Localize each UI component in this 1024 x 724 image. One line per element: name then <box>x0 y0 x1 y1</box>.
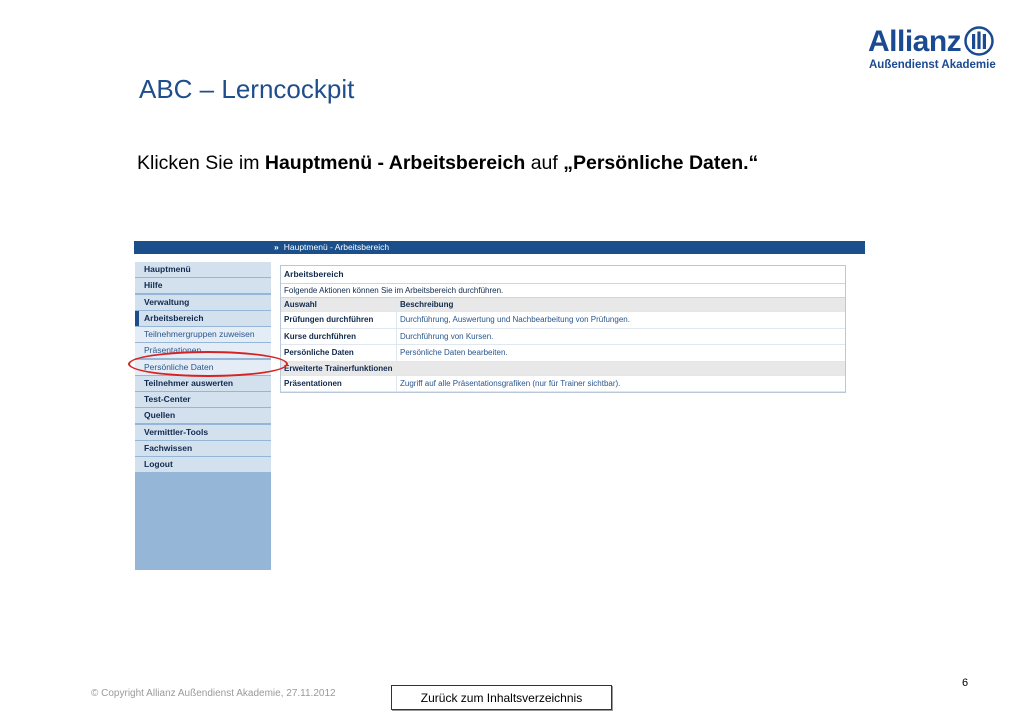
row-auswahl-link[interactable]: Persönliche Daten <box>281 345 397 361</box>
allianz-logo <box>868 26 1008 76</box>
instruction-text <box>137 152 758 175</box>
slide-title: ABC – Lerncockpit <box>139 74 355 104</box>
app-screenshot <box>134 241 865 571</box>
sidebar-item[interactable]: Verwaltung <box>135 295 271 310</box>
table-body <box>281 312 845 362</box>
back-to-contents-button[interactable]: Zurück zum Inhaltsverzeichnis <box>391 685 612 710</box>
sidebar-item[interactable]: Logout <box>135 457 271 472</box>
app-header-bar <box>134 241 865 254</box>
sidebar-item[interactable]: Präsentationen <box>135 343 271 358</box>
panel-description: Folgende Aktionen können Sie im Arbeitsbereich durchführen. <box>281 284 845 298</box>
sidebar-item[interactable]: Fachwissen <box>135 441 271 456</box>
row-auswahl-link[interactable]: Präsentationen <box>281 376 397 392</box>
instruction-menu-path: Hauptmenü - Arbeitsbereich <box>264 152 526 174</box>
page-number: 6 <box>962 677 969 689</box>
instruction-part: Klicken Sie im <box>137 152 265 174</box>
row-auswahl-link[interactable]: Kurse durchführen <box>281 329 397 345</box>
breadcrumb <box>274 241 389 254</box>
sidebar-item[interactable]: Teilnehmergruppen zuweisen <box>135 327 271 342</box>
instruction-part: auf <box>525 152 564 174</box>
breadcrumb-text: Hauptmenü - Arbeitsbereich <box>283 242 390 252</box>
section-body <box>281 376 845 393</box>
sidebar-item[interactable]: Persönliche Daten <box>135 360 271 375</box>
row-beschreibung: Durchführung von Kursen. <box>400 331 494 341</box>
panel-title: Arbeitsbereich <box>281 266 845 284</box>
row-beschreibung: Durchführung, Auswertung und Nachbearbeitung von Prüfungen. <box>400 315 630 324</box>
sidebar-item[interactable]: Hauptmenü <box>135 262 271 277</box>
sidebar-item[interactable]: Hilfe <box>135 278 271 293</box>
sidebar-item[interactable]: Arbeitsbereich <box>135 311 271 326</box>
arbeitsbereich-panel <box>280 265 846 393</box>
sidebar-item[interactable]: Quellen <box>135 408 271 423</box>
column-header-beschreibung: Beschreibung <box>400 300 454 309</box>
row-beschreibung: Zugriff auf alle Präsentationsgrafiken (nur für Trainer sichtbar). <box>400 378 621 388</box>
logo-subtitle: Außendienst Akademie <box>869 59 996 71</box>
table-header <box>281 298 845 312</box>
sidebar-item[interactable]: Vermittler-Tools <box>135 425 271 440</box>
highlight-ellipse <box>128 351 288 377</box>
sidebar-item[interactable]: Test-Center <box>135 392 271 407</box>
section-title: Erweiterte Trainerfunktionen <box>281 362 845 376</box>
allianz-eagle-icon <box>964 26 994 56</box>
instruction-target: „Persönliche Daten.“ <box>563 152 759 174</box>
copyright-text: © Copyright Allianz Außendienst Akademie, 27.11.2012 <box>91 688 336 699</box>
row-beschreibung: Persönliche Daten bearbeiten. <box>400 348 508 357</box>
row-auswahl-link[interactable]: Prüfungen durchführen <box>281 312 397 328</box>
sidebar-item[interactable]: Teilnehmer auswerten <box>135 376 271 391</box>
table-row <box>281 329 845 346</box>
column-header-auswahl: Auswahl <box>281 298 397 311</box>
logo-wordmark: Allianz <box>868 25 962 58</box>
sidebar <box>135 262 271 570</box>
table-row <box>281 376 845 393</box>
table-row <box>281 312 845 329</box>
double-chevron-icon: » <box>274 242 279 252</box>
table-row <box>281 345 845 362</box>
